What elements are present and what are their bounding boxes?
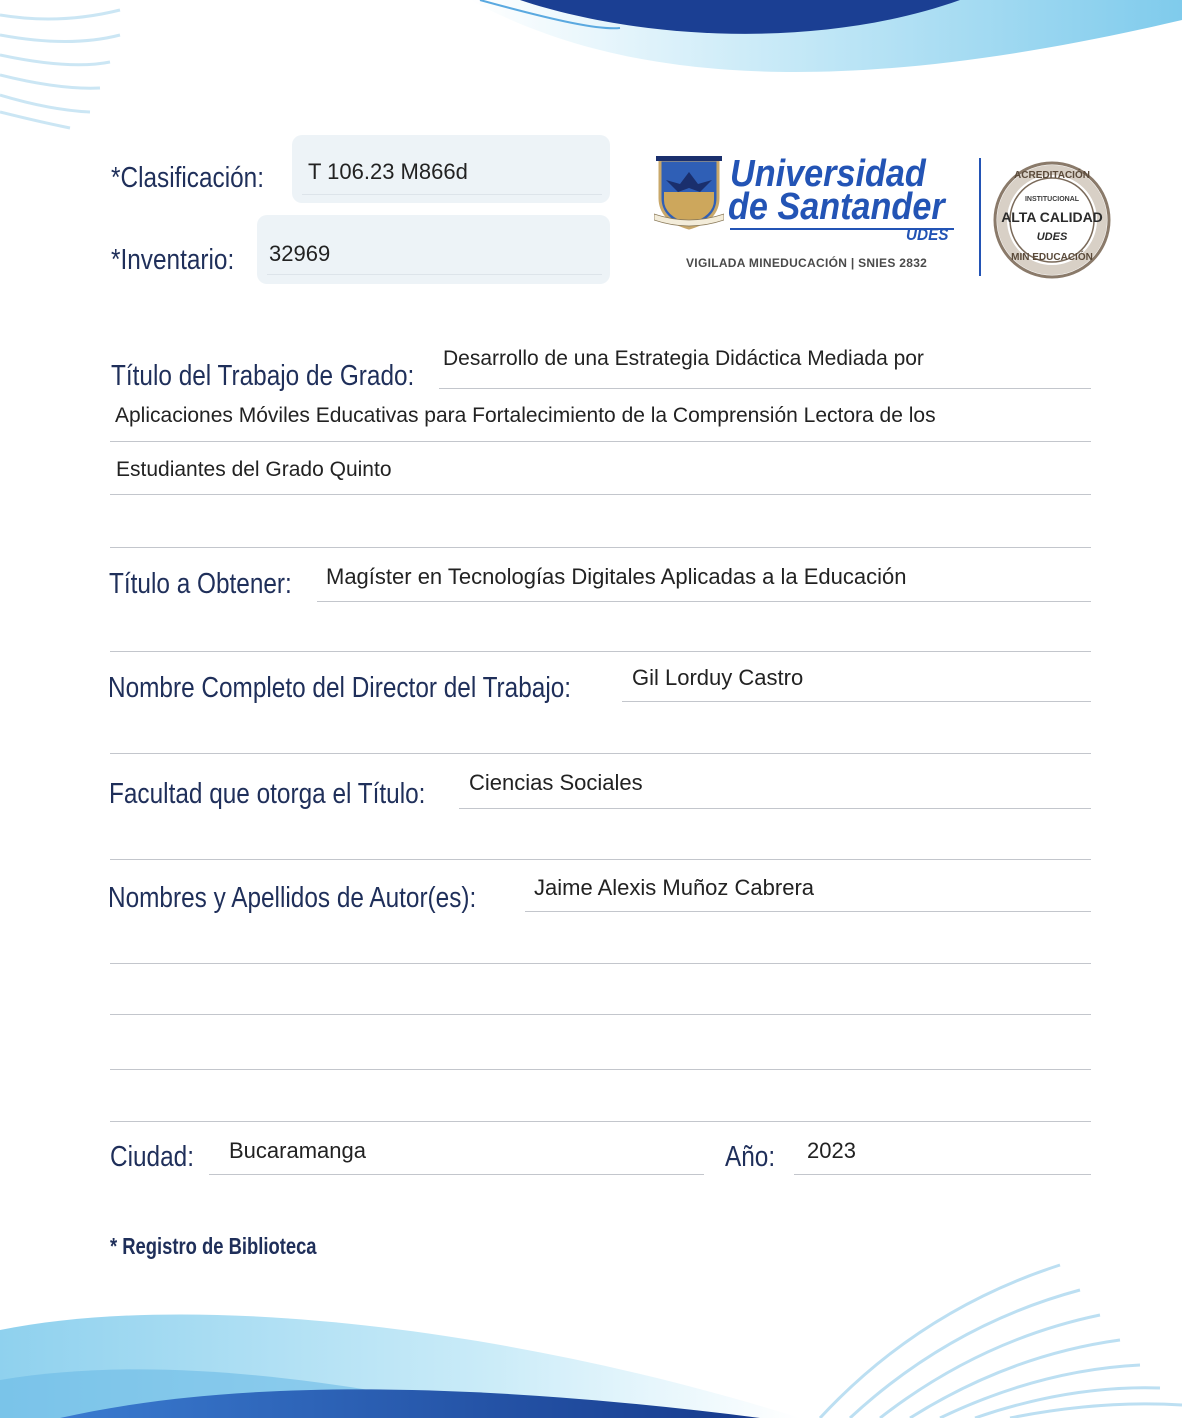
inventario-underline (267, 274, 602, 275)
director-rule-2 (110, 753, 1091, 754)
facultad-value: Ciencias Sociales (469, 770, 643, 795)
autores-rule-3 (110, 1014, 1091, 1015)
facultad-label: Facultad que otorga el Título: (109, 778, 426, 810)
autores-value: Jaime Alexis Muñoz Cabrera (534, 875, 815, 900)
clasificacion-field[interactable] (292, 135, 610, 203)
seal-main-text: ALTA CALIDAD (1001, 209, 1103, 225)
clasificacion-underline (302, 194, 602, 195)
titulo-trabajo-rule-2 (110, 441, 1091, 442)
seal-top-text: ACREDITACIÓN (1014, 170, 1090, 181)
titulo-obtener-label: Título a Obtener: (109, 568, 292, 600)
inventario-label: *Inventario: (111, 244, 235, 276)
titulo-trabajo-line-1: Desarrollo de una Estrategia Didáctica Mediada por (443, 347, 924, 370)
logo-name-line1: Universidad (730, 153, 926, 195)
ciudad-label: Ciudad: (110, 1141, 194, 1173)
anio-rule (794, 1174, 1091, 1175)
facultad-rule (459, 808, 1091, 809)
ciudad-value: Bucaramanga (229, 1138, 366, 1163)
autores-label: Nombres y Apellidos de Autor(es): (108, 882, 477, 914)
titulo-obtener-value: Magíster en Tecnologías Digitales Aplicadas a la Educación (326, 564, 907, 589)
facultad-rule-2 (110, 859, 1091, 860)
logo-acronym: UDES (906, 225, 949, 244)
titulo-obtener-rule (317, 601, 1091, 602)
udes-logo (650, 150, 1120, 285)
anio-value: 2023 (807, 1138, 856, 1163)
seal-sub-text: INSTITUCIONAL (1024, 196, 1080, 203)
autores-rule (525, 911, 1091, 912)
logo-tagline: VIGILADA MINEDUCACIÓN | SNIES 2832 (686, 256, 928, 270)
anio-label: Año: (725, 1141, 776, 1173)
director-label: Nombre Completo del Director del Trabajo: (108, 672, 572, 704)
titulo-trabajo-line-2: Aplicaciones Móviles Educativas para Fortalecimiento de la Comprensión Lectora de los (115, 404, 936, 427)
logo-name-line2: de Santander (728, 186, 945, 228)
titulo-trabajo-rule-4 (110, 547, 1091, 548)
titulo-obtener-rule-2 (110, 651, 1091, 652)
director-rule (622, 701, 1091, 702)
autores-rule-2 (110, 963, 1091, 964)
inventario-field[interactable] (257, 215, 610, 284)
accreditation-seal (992, 160, 1112, 280)
logo-divider (979, 158, 981, 276)
clasificacion-value: T 106.23 M866d (308, 159, 468, 184)
ciudad-rule (209, 1174, 704, 1175)
inventario-value: 32969 (269, 241, 331, 266)
udes-shield-icon (654, 154, 724, 230)
autores-rule-4 (110, 1069, 1091, 1070)
clasificacion-label: *Clasificación: (111, 162, 264, 194)
titulo-trabajo-rule-3 (110, 494, 1091, 495)
director-value: Gil Lorduy Castro (632, 665, 804, 690)
titulo-trabajo-rule-1 (439, 388, 1091, 389)
titulo-trabajo-line-3: Estudiantes del Grado Quinto (116, 458, 392, 481)
titulo-trabajo-label: Título del Trabajo de Grado: (111, 360, 415, 392)
seal-bottom-text: MIN EDUCACIÓN (1011, 252, 1093, 263)
seal-acronym: UDES (1036, 231, 1068, 243)
registro-biblioteca-note: * Registro de Biblioteca (110, 1233, 317, 1259)
autores-rule-5 (110, 1121, 1091, 1122)
